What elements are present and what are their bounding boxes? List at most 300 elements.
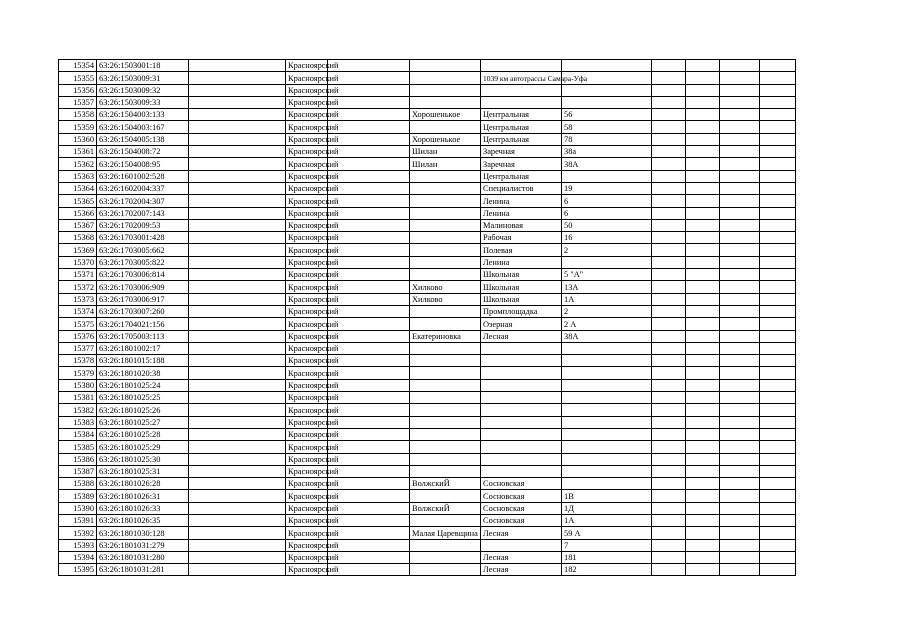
table-row: [59, 84, 796, 96]
empty-cell: [189, 416, 286, 428]
empty-cell: [760, 355, 796, 367]
district-cell: Красноярский: [286, 84, 328, 96]
empty-cell: [760, 269, 796, 281]
settlement-cell: [410, 379, 481, 391]
empty-cell: [760, 502, 796, 514]
empty-cell: [189, 478, 286, 490]
house-number-cell: [562, 478, 652, 490]
settlement-cell: [410, 182, 481, 194]
empty-cell: [720, 428, 760, 440]
table-row: [59, 490, 796, 502]
table-row: [59, 72, 796, 84]
empty-cell: [652, 133, 686, 145]
empty-cell: [720, 514, 760, 526]
empty-cell: [720, 342, 760, 354]
settlement-cell: [410, 539, 481, 551]
empty-cell: [720, 404, 760, 416]
empty-cell: [720, 195, 760, 207]
empty-cell: [686, 195, 720, 207]
row-number-cell: 15388: [59, 478, 97, 490]
empty-cell: [652, 342, 686, 354]
empty-cell: [720, 293, 760, 305]
empty-cell: [652, 72, 686, 84]
street-cell: Малиновая: [481, 219, 562, 231]
empty-cell: [720, 478, 760, 490]
empty-cell: [189, 84, 286, 96]
street-cell: Ленина: [481, 195, 562, 207]
cadastral-number-cell: 63:26:1705003:113: [97, 330, 189, 342]
empty-cell: [652, 318, 686, 330]
house-number-cell: [562, 256, 652, 268]
district-cell: Красноярский: [286, 269, 328, 281]
empty-cell: [328, 478, 410, 490]
cadastral-number-cell: 63:26:1703007:260: [97, 305, 189, 317]
empty-cell: [189, 330, 286, 342]
empty-cell: [686, 256, 720, 268]
district-cell: Красноярский: [286, 355, 328, 367]
empty-cell: [720, 146, 760, 158]
table-row: [59, 478, 796, 490]
empty-cell: [686, 207, 720, 219]
street-cell: [481, 342, 562, 354]
district-cell: Красноярский: [286, 232, 328, 244]
street-cell: Сосновская: [481, 514, 562, 526]
settlement-cell: [410, 453, 481, 465]
empty-cell: [189, 244, 286, 256]
empty-cell: [189, 293, 286, 305]
empty-cell: [652, 478, 686, 490]
empty-cell: [189, 170, 286, 182]
house-number-cell: [562, 96, 652, 108]
empty-cell: [652, 269, 686, 281]
empty-cell: [686, 404, 720, 416]
street-cell: Заречная: [481, 146, 562, 158]
district-cell: Красноярский: [286, 465, 328, 477]
settlement-cell: [410, 121, 481, 133]
cadastral-number-cell: 63:26:1801025:26: [97, 404, 189, 416]
house-number-cell: [562, 416, 652, 428]
empty-cell: [189, 182, 286, 194]
district-cell: Красноярский: [286, 551, 328, 563]
district-cell: Красноярский: [286, 133, 328, 145]
empty-cell: [686, 490, 720, 502]
empty-cell: [760, 170, 796, 182]
district-cell: Красноярский: [286, 244, 328, 256]
cadastral-number-cell: 63:26:1801025:24: [97, 379, 189, 391]
settlement-cell: [410, 392, 481, 404]
empty-cell: [328, 416, 410, 428]
settlement-cell: [410, 514, 481, 526]
cadastral-number-cell: 63:26:1504005:138: [97, 133, 189, 145]
empty-cell: [328, 330, 410, 342]
street-cell: [481, 392, 562, 404]
settlement-cell: [410, 207, 481, 219]
empty-cell: [328, 453, 410, 465]
empty-cell: [189, 207, 286, 219]
cadastral-number-cell: 63:26:1504008:95: [97, 158, 189, 170]
empty-cell: [328, 170, 410, 182]
house-number-cell: [562, 60, 652, 72]
street-cell: Сосновская: [481, 478, 562, 490]
cadastral-number-cell: 63:26:1602004:337: [97, 182, 189, 194]
empty-cell: [760, 72, 796, 84]
empty-cell: [652, 453, 686, 465]
house-number-cell: 16: [562, 232, 652, 244]
district-cell: Красноярский: [286, 514, 328, 526]
cadastral-number-cell: 63:26:1504003:133: [97, 109, 189, 121]
empty-cell: [760, 404, 796, 416]
empty-cell: [686, 453, 720, 465]
row-number-cell: 15380: [59, 379, 97, 391]
row-number-cell: 15392: [59, 527, 97, 539]
house-number-cell: [562, 428, 652, 440]
table-row: [59, 158, 796, 170]
row-number-cell: 15376: [59, 330, 97, 342]
settlement-cell: Екатериновка: [410, 330, 481, 342]
empty-cell: [328, 96, 410, 108]
settlement-cell: [410, 441, 481, 453]
house-number-cell: 38А: [562, 330, 652, 342]
table-body: [59, 60, 796, 576]
row-number-cell: 15382: [59, 404, 97, 416]
settlement-cell: Хилково: [410, 293, 481, 305]
empty-cell: [652, 109, 686, 121]
empty-cell: [720, 527, 760, 539]
cadastral-number-cell: 63:26:1801030:128: [97, 527, 189, 539]
empty-cell: [760, 379, 796, 391]
empty-cell: [760, 318, 796, 330]
settlement-cell: Шилан: [410, 158, 481, 170]
empty-cell: [720, 305, 760, 317]
street-cell: [481, 539, 562, 551]
empty-cell: [328, 232, 410, 244]
empty-cell: [686, 514, 720, 526]
settlement-cell: [410, 465, 481, 477]
empty-cell: [760, 305, 796, 317]
house-number-cell: 58: [562, 121, 652, 133]
street-cell: Школьная: [481, 281, 562, 293]
row-number-cell: 15359: [59, 121, 97, 133]
empty-cell: [720, 96, 760, 108]
settlement-cell: [410, 318, 481, 330]
street-cell: Школьная: [481, 293, 562, 305]
empty-cell: [760, 527, 796, 539]
row-number-cell: 15356: [59, 84, 97, 96]
house-number-cell: 6: [562, 195, 652, 207]
row-number-cell: 15395: [59, 564, 97, 576]
house-number-cell: 56: [562, 109, 652, 121]
empty-cell: [760, 207, 796, 219]
empty-cell: [189, 465, 286, 477]
street-cell: [481, 465, 562, 477]
empty-cell: [720, 453, 760, 465]
table-row: [59, 404, 796, 416]
empty-cell: [760, 60, 796, 72]
house-number-cell: [562, 84, 652, 96]
empty-cell: [652, 293, 686, 305]
street-cell: Центральная: [481, 170, 562, 182]
district-cell: Красноярский: [286, 72, 328, 84]
settlement-cell: Хорошенькое: [410, 133, 481, 145]
row-number-cell: 15379: [59, 367, 97, 379]
empty-cell: [189, 72, 286, 84]
empty-cell: [328, 404, 410, 416]
row-number-cell: 15394: [59, 551, 97, 563]
cadastral-number-cell: 63:26:1503009:32: [97, 84, 189, 96]
empty-cell: [760, 84, 796, 96]
empty-cell: [189, 146, 286, 158]
empty-cell: [760, 146, 796, 158]
empty-cell: [686, 305, 720, 317]
table-row: [59, 318, 796, 330]
empty-cell: [328, 527, 410, 539]
cadastral-number-cell: 63:26:1801025:29: [97, 441, 189, 453]
empty-cell: [328, 219, 410, 231]
row-number-cell: 15390: [59, 502, 97, 514]
cadastral-number-cell: 63:26:1703006:909: [97, 281, 189, 293]
empty-cell: [652, 121, 686, 133]
row-number-cell: 15393: [59, 539, 97, 551]
empty-cell: [189, 392, 286, 404]
cadastral-number-cell: 63:26:1801025:31: [97, 465, 189, 477]
empty-cell: [652, 527, 686, 539]
cadastral-number-cell: 63:26:1601002:528: [97, 170, 189, 182]
empty-cell: [720, 244, 760, 256]
empty-cell: [328, 109, 410, 121]
table-row: [59, 244, 796, 256]
district-cell: Красноярский: [286, 281, 328, 293]
house-number-cell: 13А: [562, 281, 652, 293]
house-number-cell: 2: [562, 305, 652, 317]
empty-cell: [328, 342, 410, 354]
empty-cell: [652, 465, 686, 477]
table-row: [59, 121, 796, 133]
street-cell: Рабочая: [481, 232, 562, 244]
empty-cell: [686, 551, 720, 563]
empty-cell: [652, 84, 686, 96]
street-cell: Центральная: [481, 121, 562, 133]
empty-cell: [328, 293, 410, 305]
street-cell: Сосновская: [481, 490, 562, 502]
empty-cell: [652, 514, 686, 526]
empty-cell: [760, 465, 796, 477]
district-cell: Красноярский: [286, 182, 328, 194]
settlement-cell: [410, 367, 481, 379]
cadastral-number-cell: 63:26:1801002:17: [97, 342, 189, 354]
empty-cell: [328, 269, 410, 281]
empty-cell: [686, 244, 720, 256]
empty-cell: [328, 121, 410, 133]
empty-cell: [686, 502, 720, 514]
street-cell: Ленина: [481, 207, 562, 219]
empty-cell: [720, 441, 760, 453]
table-row: [59, 146, 796, 158]
empty-cell: [189, 428, 286, 440]
cadastral-number-cell: 63:26:1801025:30: [97, 453, 189, 465]
table-row: [59, 170, 796, 182]
house-number-cell: 181: [562, 551, 652, 563]
settlement-cell: [410, 84, 481, 96]
empty-cell: [652, 146, 686, 158]
empty-cell: [189, 269, 286, 281]
empty-cell: [189, 551, 286, 563]
empty-cell: [328, 355, 410, 367]
empty-cell: [652, 490, 686, 502]
table-row: [59, 564, 796, 576]
street-cell: [481, 367, 562, 379]
house-number-cell: 1Д: [562, 502, 652, 514]
street-cell: [481, 416, 562, 428]
empty-cell: [189, 539, 286, 551]
settlement-cell: [410, 60, 481, 72]
empty-cell: [189, 527, 286, 539]
row-number-cell: 15373: [59, 293, 97, 305]
empty-cell: [720, 158, 760, 170]
row-number-cell: 15367: [59, 219, 97, 231]
street-cell: [481, 84, 562, 96]
district-cell: Красноярский: [286, 441, 328, 453]
empty-cell: [328, 84, 410, 96]
cadastral-number-cell: 63:26:1801025:25: [97, 392, 189, 404]
table-row: [59, 355, 796, 367]
empty-cell: [328, 195, 410, 207]
empty-cell: [189, 158, 286, 170]
empty-cell: [686, 355, 720, 367]
house-number-cell: 19: [562, 182, 652, 194]
street-cell: Промплощадка: [481, 305, 562, 317]
cadastral-number-cell: 63:26:1703001:428: [97, 232, 189, 244]
empty-cell: [686, 342, 720, 354]
table-row: [59, 269, 796, 281]
table-row: [59, 453, 796, 465]
table-row: [59, 281, 796, 293]
district-cell: Красноярский: [286, 256, 328, 268]
empty-cell: [328, 379, 410, 391]
cadastral-number-cell: 63:26:1503009:31: [97, 72, 189, 84]
empty-cell: [652, 330, 686, 342]
empty-cell: [686, 379, 720, 391]
empty-cell: [189, 502, 286, 514]
empty-cell: [189, 318, 286, 330]
empty-cell: [328, 564, 410, 576]
table-row: [59, 109, 796, 121]
cadastral-number-cell: 63:26:1702004:307: [97, 195, 189, 207]
cadastral-number-cell: 63:26:1704021:156: [97, 318, 189, 330]
empty-cell: [720, 281, 760, 293]
empty-cell: [720, 109, 760, 121]
settlement-cell: Шилан: [410, 146, 481, 158]
empty-cell: [760, 342, 796, 354]
row-number-cell: 15371: [59, 269, 97, 281]
cadastral-number-cell: 63:26:1801020:38: [97, 367, 189, 379]
row-number-cell: 15387: [59, 465, 97, 477]
empty-cell: [328, 367, 410, 379]
cadastral-number-cell: 63:26:1702009:53: [97, 219, 189, 231]
cadastral-number-cell: 63:26:1703005:662: [97, 244, 189, 256]
empty-cell: [189, 256, 286, 268]
district-cell: Красноярский: [286, 490, 328, 502]
house-number-cell: [562, 170, 652, 182]
empty-cell: [720, 170, 760, 182]
table-row: [59, 96, 796, 108]
empty-cell: [760, 551, 796, 563]
cadastral-number-cell: 63:26:1503001:18: [97, 60, 189, 72]
empty-cell: [189, 564, 286, 576]
house-number-cell: 78: [562, 133, 652, 145]
empty-cell: [720, 121, 760, 133]
empty-cell: [686, 146, 720, 158]
table-row: [59, 256, 796, 268]
row-number-cell: 15369: [59, 244, 97, 256]
street-cell: Ленина: [481, 256, 562, 268]
street-cell: Лесная: [481, 564, 562, 576]
empty-cell: [686, 293, 720, 305]
empty-cell: [686, 539, 720, 551]
house-number-cell: 50: [562, 219, 652, 231]
district-cell: Красноярский: [286, 478, 328, 490]
empty-cell: [720, 502, 760, 514]
empty-cell: [720, 539, 760, 551]
row-number-cell: 15358: [59, 109, 97, 121]
empty-cell: [760, 256, 796, 268]
empty-cell: [760, 441, 796, 453]
empty-cell: [328, 502, 410, 514]
street-cell: Лесная: [481, 551, 562, 563]
district-cell: Красноярский: [286, 416, 328, 428]
empty-cell: [720, 182, 760, 194]
district-cell: Красноярский: [286, 109, 328, 121]
district-cell: Красноярский: [286, 158, 328, 170]
district-cell: Красноярский: [286, 428, 328, 440]
empty-cell: [652, 256, 686, 268]
empty-cell: [189, 355, 286, 367]
empty-cell: [652, 502, 686, 514]
row-number-cell: 15355: [59, 72, 97, 84]
settlement-cell: Хилково: [410, 281, 481, 293]
empty-cell: [720, 564, 760, 576]
empty-cell: [189, 133, 286, 145]
settlement-cell: [410, 244, 481, 256]
row-number-cell: 15375: [59, 318, 97, 330]
row-number-cell: 15374: [59, 305, 97, 317]
street-cell: Лесная: [481, 330, 562, 342]
table-row: [59, 182, 796, 194]
empty-cell: [686, 121, 720, 133]
settlement-cell: [410, 195, 481, 207]
table-row: [59, 428, 796, 440]
empty-cell: [760, 133, 796, 145]
empty-cell: [652, 96, 686, 108]
empty-cell: [760, 96, 796, 108]
house-number-cell: 2: [562, 244, 652, 256]
district-cell: Красноярский: [286, 330, 328, 342]
settlement-cell: ВолжскиЙ: [410, 478, 481, 490]
empty-cell: [720, 72, 760, 84]
house-number-cell: [562, 367, 652, 379]
house-number-cell: [562, 392, 652, 404]
empty-cell: [686, 269, 720, 281]
empty-cell: [328, 539, 410, 551]
district-cell: Красноярский: [286, 121, 328, 133]
district-cell: Красноярский: [286, 564, 328, 576]
empty-cell: [189, 367, 286, 379]
empty-cell: [720, 219, 760, 231]
empty-cell: [760, 490, 796, 502]
empty-cell: [686, 60, 720, 72]
street-cell: Заречная: [481, 158, 562, 170]
empty-cell: [760, 244, 796, 256]
row-number-cell: 15360: [59, 133, 97, 145]
